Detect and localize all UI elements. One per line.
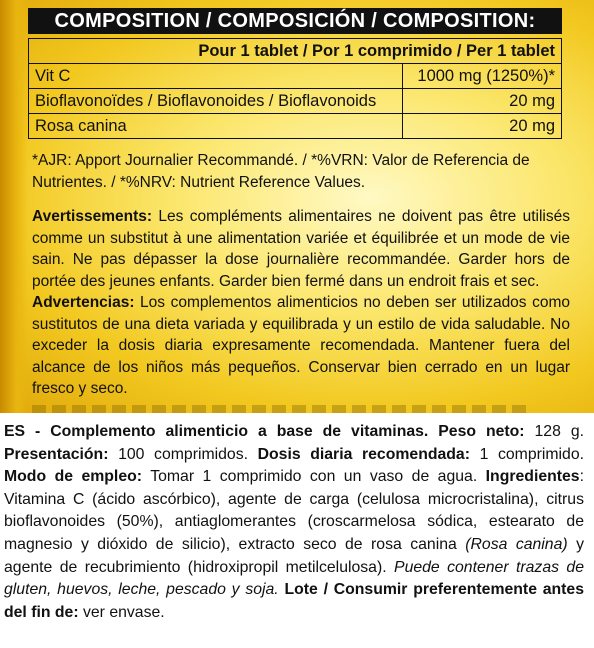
warnings-section: [32, 206, 570, 400]
rosa-canina-latin: (Rosa canina): [465, 535, 568, 553]
left-edge-shade: [0, 0, 28, 413]
ingredient-amount: 20 mg: [402, 89, 561, 114]
ingredient-amount: 1000 mg (1250%)*: [402, 64, 561, 89]
warning-es: [32, 292, 570, 400]
per-tablet-row: [29, 39, 562, 64]
ingredient-name: Vit C: [29, 64, 403, 89]
presentation-label: Presentación:: [4, 445, 109, 463]
nrv-note: *AJR: Apport Journalier Recommandé. / *%VRN: Valor de Referencia de Nutrientes. / *%NRV: Nutrient Reference Values.: [32, 152, 530, 191]
table-row: [29, 64, 562, 89]
es-product-info: [4, 421, 584, 624]
per-tablet-label: Pour 1 tablet / Por 1 comprimido / Per 1 tablet: [29, 39, 562, 64]
dose-label: Dosis diaria recomendada:: [257, 445, 470, 463]
composition-header: COMPOSITION / COMPOSICIÓN / COMPOSITION:: [28, 8, 562, 34]
lot-label: Lote / Consumir preferentemente antes del fin de:: [4, 581, 584, 621]
ingredients-text-b: y agente de recubrimiento (hidroxipropil metilcelulosa).: [4, 535, 584, 576]
warning-es-label: Advertencias:: [32, 294, 135, 311]
traces-warning: Puede contener trazas de gluten, huevos, leche, pescado y soja.: [4, 558, 584, 599]
warning-fr-label: Avertissements:: [32, 208, 153, 225]
net-weight-value: 128 g.: [524, 423, 584, 440]
ingredient-amount: 20 mg: [402, 114, 561, 139]
table-row: [29, 114, 562, 139]
ingredients-text-a: : Vitamina C (ácido ascórbico), agente de carga (celulosa microcristalina), citrus bioflavonoides (50%), antiaglomerantes (croscarmelosa sódica, estearato de magnesio y dióxido de silicio), extracto seco de rosa canina: [4, 468, 584, 553]
use-value: Tomar 1 comprimido con un vaso de agua.: [142, 468, 486, 486]
ingredients-label: Ingredientes: [485, 468, 580, 486]
table-row: [29, 89, 562, 114]
es-info-paragraph: [4, 421, 584, 624]
cut-off-text-line: [32, 405, 532, 413]
ingredient-name: Bioflavonoïdes / Bioflavonoides / Bioflavonoids: [29, 89, 403, 114]
warning-fr-text: Les compléments alimentaires ne doivent pas être utilisés comme un substitut à une alimentation variée et équilibrée et un mode de vie sain. Ne pas dépasser la dose journalière recommandée. Garder hors de portée des jeunes enfants. Garder bien fermé dans un endroit frais et sec.: [32, 208, 570, 290]
warning-es-text: Los complementos alimenticios no deben ser utilizados como sustitutos de una dieta variada y equilibrada y un estilo de vida saludable. No exceder la dosis diaria expresamente recomendada. Mantener fuera del alcance de los niños más pequeños. Conservar bien cerrado en un lugar fresco y seco.: [32, 294, 570, 397]
use-label: Modo de empleo:: [4, 468, 143, 486]
presentation-value: 100 comprimidos.: [108, 445, 258, 463]
lot-value: ver envase.: [78, 603, 165, 621]
ingredient-name: Rosa canina: [29, 114, 403, 139]
composition-table: [28, 38, 562, 139]
es-intro: ES - Complemento alimenticio a base de vitaminas. Peso neto:: [4, 423, 525, 440]
dose-value: 1 comprimido.: [469, 445, 585, 463]
warning-fr: [32, 206, 570, 292]
